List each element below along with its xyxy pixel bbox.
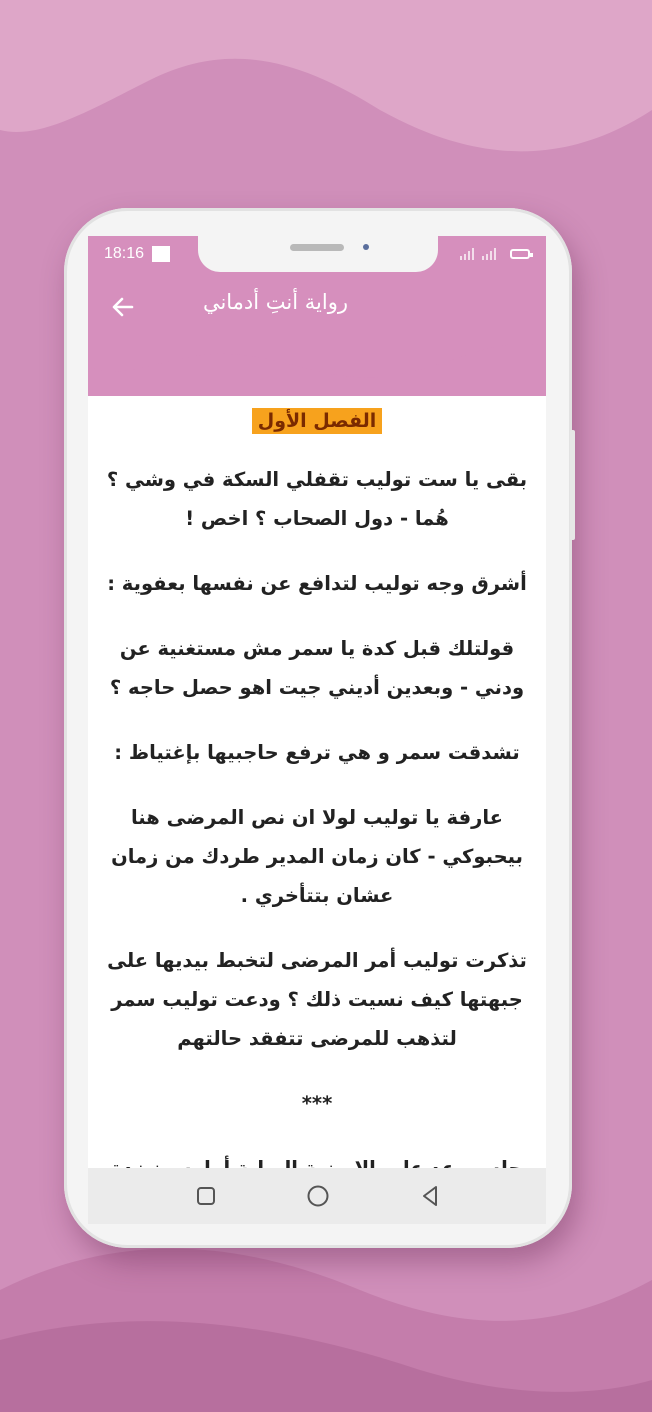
- phone-side-button: [570, 430, 575, 540]
- paragraph: أشرق وجه توليب لتدافع عن نفسها بعفوية :: [107, 572, 527, 595]
- notification-icon: [152, 246, 170, 262]
- chapter-title: الفصل الأول: [252, 408, 383, 434]
- paragraph: بقى يا ست توليب تقفلي السكة في وشي ؟ هُما - دول الصحاب ؟ اخص !: [106, 468, 528, 530]
- battery-icon: [510, 249, 530, 259]
- status-time: 18:16: [104, 245, 145, 262]
- page-title: رواية أنتِ أدماني: [202, 290, 348, 314]
- paragraph: قولتلك قبل كدة يا سمر مش مستغنية عن ودني - وبعدين أديني جيت اهو حصل حاجه ؟: [109, 637, 525, 699]
- scene-separator: ***: [301, 1092, 333, 1115]
- paragraph: تشدقت سمر و هي ترفع حاجبيها بإغتياظ :: [114, 741, 520, 764]
- arrow-left-icon[interactable]: [110, 294, 136, 320]
- paragraph: عارفة يا توليب لولا ان نص المرضى هنا بيحبوكي - كان زمان المدير طردك من زمان عشان بتتأخري .: [111, 806, 523, 907]
- paragraph: تذكرت توليب أمر المرضى لتخبط بيديها على جبهتها كيف نسيت ذلك ؟ ودعت توليب سمر لتذهب للمرضى تتفقد حالتهم: [107, 949, 527, 1050]
- phone-screen: [88, 236, 546, 1224]
- speaker-grille: [290, 244, 344, 251]
- front-camera: [363, 244, 369, 250]
- recents-icon[interactable]: [192, 1182, 220, 1210]
- signal-icon: [460, 248, 506, 260]
- back-icon[interactable]: [416, 1182, 444, 1210]
- chapter-content[interactable]: [88, 396, 546, 1168]
- camera-notch: [198, 236, 438, 272]
- system-nav-bar: [88, 1168, 546, 1224]
- home-icon[interactable]: [304, 1182, 332, 1210]
